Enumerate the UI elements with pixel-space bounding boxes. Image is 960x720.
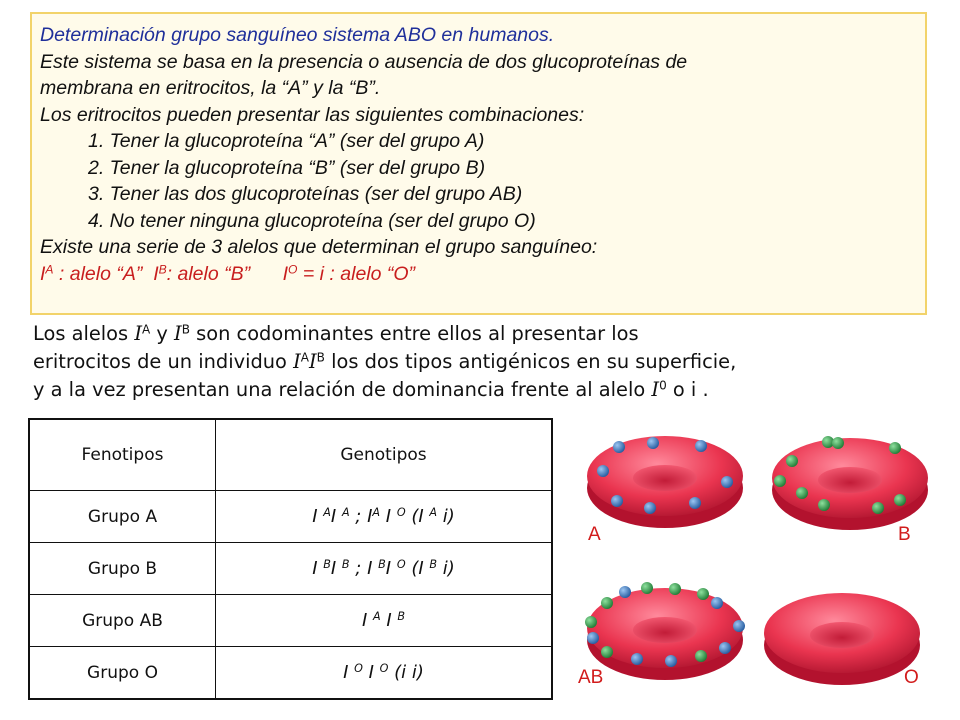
fenotipo-cell: Grupo B [29, 543, 216, 595]
intro-box [30, 12, 927, 315]
intro-line: Los eritrocitos pueden presentar las siguientes combinaciones: [40, 103, 585, 126]
text: los dos tipos antigénicos en su superficie, [324, 350, 737, 373]
cell-label-b: B [898, 524, 911, 545]
genotype-sup: A [429, 505, 438, 519]
genotype-symbol: (i i) [388, 662, 424, 683]
antigen-b-dot [832, 437, 844, 449]
combination-item: 2. Tener la glucoproteína “B” (ser del grupo B) [88, 156, 486, 179]
table-row [29, 491, 552, 543]
allele-symbol: I [174, 322, 182, 345]
intro-line: Existe una serie de 3 alelos que determinan el grupo sanguíneo: [40, 236, 598, 258]
allele-sup: 0 [659, 378, 667, 393]
text: o i . [666, 378, 709, 401]
genotype-symbol: I [361, 610, 373, 631]
genotipo-cell [216, 595, 553, 647]
cell-dimple [633, 617, 697, 643]
alleles-line [40, 261, 917, 288]
genotype-symbol: I [330, 558, 342, 579]
antigen-b-dot [585, 616, 597, 628]
allele-b-base: I [153, 262, 159, 285]
antigen-b-dot [695, 650, 707, 662]
antigen-a-dot [733, 620, 745, 632]
cell-dimple [818, 467, 882, 493]
antigen-a-dot [619, 586, 631, 598]
text: y [150, 322, 175, 345]
genotype-symbol: (I [405, 558, 430, 579]
antigen-b-dot [786, 455, 798, 467]
genotype-sup: O [379, 661, 389, 675]
genotipo-cell [216, 647, 553, 700]
allele-sup: B [181, 322, 190, 337]
genotype-symbol: I [312, 558, 324, 579]
genotype-symbol: i) [437, 558, 455, 579]
antigen-b-dot [889, 442, 901, 454]
genotype-symbol: (I [405, 506, 430, 527]
genotype-symbol: I [312, 506, 324, 527]
table-header-row [29, 419, 552, 491]
genotype-symbol: I [380, 506, 397, 527]
genotype-symbol: I [385, 558, 397, 579]
cell-a [587, 436, 743, 528]
genotype-sup: A [372, 505, 381, 519]
genotype-symbol: I [380, 610, 398, 631]
combination-item: 1. Tener la glucoproteína “A” (ser del grupo A) [88, 130, 485, 152]
genotype-symbol: I [343, 662, 355, 683]
text: y a la vez presentan una relación de dominancia frente al alelo [33, 378, 652, 401]
text: eritrocitos de un individuo [33, 350, 294, 373]
genotype-symbol: I [330, 506, 342, 527]
antigen-b-dot [601, 597, 613, 609]
cell-label-a: A [588, 524, 601, 545]
fenotipo-cell: Grupo AB [29, 595, 216, 647]
intro-title: Determinación grupo sanguíneo sistema ABO en humanos. [40, 24, 555, 46]
antigen-b-dot [818, 499, 830, 511]
combination-item: 3. Tener las dos glucoproteínas (ser del grupo AB) [88, 183, 523, 205]
allele-symbol: I [134, 322, 142, 345]
genotype-sup: A [341, 505, 350, 519]
genotype-table [28, 418, 553, 700]
cell-label-o: O [904, 667, 919, 688]
allele-symbol: I [309, 350, 317, 373]
genotype-sup: O [354, 661, 363, 675]
cell-o [764, 593, 920, 685]
antigen-a-dot [665, 655, 677, 667]
antigen-a-dot [613, 441, 625, 453]
genotype-sup: O [396, 505, 406, 519]
fenotipo-cell: Grupo O [29, 647, 216, 700]
antigen-a-dot [721, 476, 733, 488]
table-row [29, 595, 552, 647]
genotype-sup: A [372, 609, 381, 623]
cell-ab [585, 582, 745, 680]
antigen-a-dot [695, 440, 707, 452]
erythrocyte-illustration [580, 428, 940, 720]
allele-sup: A [300, 350, 309, 365]
table-row [29, 647, 552, 700]
erythrocytes-svg [580, 428, 940, 720]
genotype-sup: B [323, 557, 331, 571]
codominance-paragraph [33, 320, 933, 404]
allele-o-text: = i : alelo “O” [297, 262, 416, 285]
genotype-symbol: ; I [349, 558, 379, 579]
genotype-sup: B [397, 609, 406, 623]
header-fenotipos: Fenotipos [29, 419, 216, 491]
genotype-sup: B [429, 557, 438, 571]
antigen-b-dot [697, 588, 709, 600]
antigen-a-dot [719, 642, 731, 654]
antigen-a-dot [597, 465, 609, 477]
antigen-a-dot [647, 437, 659, 449]
cell-label-ab: AB [578, 667, 604, 688]
antigen-b-dot [601, 646, 613, 658]
header-genotipos: Genotipos [216, 419, 553, 491]
allele-o-base: I [282, 262, 289, 285]
genotype-symbol: i) [437, 506, 455, 527]
antigen-a-dot [611, 495, 623, 507]
allele-symbol: I [651, 378, 660, 401]
paragraph-line [33, 320, 933, 348]
cell-dimple [810, 622, 874, 648]
genotype-sup: B [341, 557, 350, 571]
allele-b-sup: B [158, 261, 167, 276]
combination-item: 4. No tener ninguna glucoproteína (ser del grupo O) [88, 209, 536, 232]
antigen-b-dot [872, 502, 884, 514]
cell-dimple [633, 465, 697, 491]
table-row [29, 543, 552, 595]
genotype-symbol: I [362, 662, 380, 683]
antigen-a-dot [631, 653, 643, 665]
antigen-b-dot [894, 494, 906, 506]
antigen-b-dot [669, 583, 681, 595]
allele-o-sup: O [288, 261, 298, 276]
cell-b [772, 436, 928, 530]
genotype-sup: B [378, 557, 386, 571]
antigen-a-dot [689, 497, 701, 509]
fenotipo-cell: Grupo A [29, 491, 216, 543]
genotipo-cell [216, 491, 553, 543]
antigen-a-dot [644, 502, 656, 514]
allele-sup: A [141, 322, 151, 337]
paragraph-line [33, 376, 933, 404]
allele-a-text: : alelo “A” [53, 262, 154, 285]
text: Los alelos [33, 322, 135, 345]
intro-line: Este sistema se basa en la presencia o ausencia de dos glucoproteínas de [40, 50, 688, 73]
antigen-a-dot [711, 597, 723, 609]
paragraph-line [33, 348, 933, 376]
allele-sup: B [316, 350, 325, 365]
antigen-b-dot [796, 487, 808, 499]
intro-line: membrana en eritrocitos, la “A” y la “B”. [40, 77, 381, 99]
genotipo-cell [216, 543, 553, 595]
allele-a-base: I [40, 262, 46, 285]
antigen-a-dot [587, 632, 599, 644]
genotype-sup: O [396, 557, 406, 571]
allele-symbol: I [293, 350, 301, 373]
antigen-b-dot [641, 582, 653, 594]
allele-b-text: : alelo “B” [166, 262, 283, 285]
text: son codominantes entre ellos al presentar los [189, 322, 639, 345]
allele-a-sup: A [45, 261, 54, 276]
genotype-sup: A [323, 505, 331, 519]
antigen-b-dot [774, 475, 786, 487]
genotype-symbol: ; I [349, 506, 373, 527]
